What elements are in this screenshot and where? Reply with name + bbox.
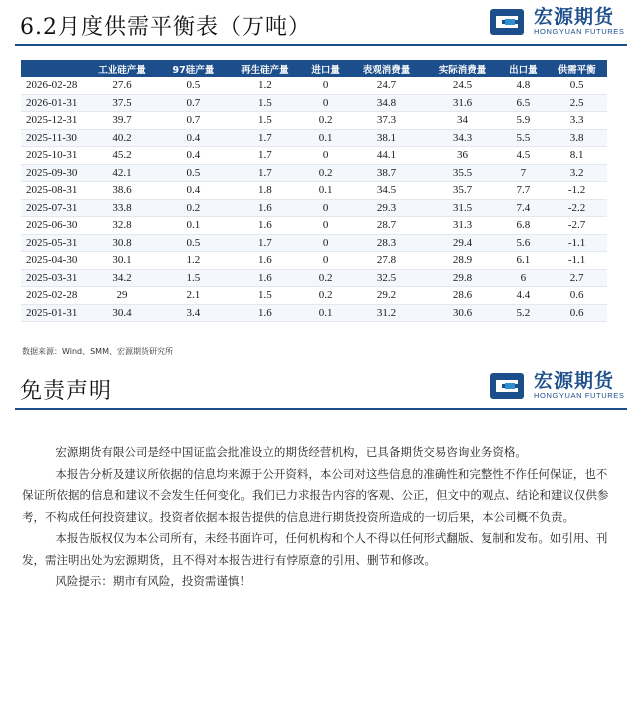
- col-header: 实际消费量: [425, 60, 501, 77]
- value-cell: 0.6: [546, 287, 607, 305]
- section-title: 6.2月度供需平衡表（万吨）: [20, 15, 311, 40]
- value-cell: 34: [425, 112, 501, 130]
- value-cell: 0: [303, 217, 349, 235]
- value-cell: 0.5: [160, 164, 227, 182]
- table-row: [21, 112, 607, 130]
- value-cell: -1.2: [546, 182, 607, 200]
- value-cell: 2.7: [546, 269, 607, 287]
- value-cell: 0.5: [160, 234, 227, 252]
- table-row: [21, 287, 607, 305]
- table-row: [21, 182, 607, 200]
- table-row: [21, 94, 607, 112]
- logo-cn-text: 宏源期货: [534, 370, 615, 392]
- date-cell: 2025-08-31: [21, 182, 84, 200]
- value-cell: 30.4: [84, 304, 160, 322]
- header-rule: [15, 44, 627, 46]
- value-cell: 1.6: [227, 304, 303, 322]
- date-cell: 2025-04-30: [21, 252, 84, 270]
- value-cell: 29: [84, 287, 160, 305]
- value-cell: 1.7: [227, 164, 303, 182]
- value-cell: 37.3: [348, 112, 424, 130]
- section-header-balance: [0, 0, 635, 50]
- risk-warning: 风险提示：期市有风险，投资需谨慎！: [55, 574, 251, 588]
- date-cell: 2025-01-31: [21, 304, 84, 322]
- value-cell: 27.8: [348, 252, 424, 270]
- value-cell: 31.2: [348, 304, 424, 322]
- value-cell: 29.3: [348, 199, 424, 217]
- value-cell: -1.1: [546, 252, 607, 270]
- value-cell: 5.9: [501, 112, 547, 130]
- col-header: [21, 60, 84, 77]
- date-cell: 2026-01-31: [21, 94, 84, 112]
- value-cell: 37.5: [84, 94, 160, 112]
- value-cell: 5.2: [501, 304, 547, 322]
- value-cell: 1.6: [227, 199, 303, 217]
- value-cell: 34.8: [348, 94, 424, 112]
- value-cell: 35.5: [425, 164, 501, 182]
- value-cell: 3.4: [160, 304, 227, 322]
- value-cell: 1.5: [160, 269, 227, 287]
- value-cell: 4.5: [501, 147, 547, 165]
- value-cell: 6.5: [501, 94, 547, 112]
- value-cell: 0.4: [160, 147, 227, 165]
- value-cell: 0.7: [160, 112, 227, 130]
- value-cell: 5.5: [501, 129, 547, 147]
- value-cell: 0.2: [303, 164, 349, 182]
- table-row: [21, 217, 607, 235]
- value-cell: 4.8: [501, 77, 547, 94]
- value-cell: 7.7: [501, 182, 547, 200]
- disclaimer-paragraph: 本报告版权仅为本公司所有，未经书面许可，任何机构和个人不得以任何形式翻版、复制和发布。如引用、刊发，需注明出处为宏源期货，且不得对本报告进行有悖原意的引用、删节和修改。: [22, 531, 608, 567]
- value-cell: 0.4: [160, 129, 227, 147]
- value-cell: 1.7: [227, 234, 303, 252]
- value-cell: 1.5: [227, 287, 303, 305]
- value-cell: 42.1: [84, 164, 160, 182]
- col-header: 97硅产量: [160, 60, 227, 77]
- value-cell: 6.8: [501, 217, 547, 235]
- value-cell: 38.6: [84, 182, 160, 200]
- value-cell: 1.8: [227, 182, 303, 200]
- value-cell: 28.9: [425, 252, 501, 270]
- value-cell: 31.3: [425, 217, 501, 235]
- table-row: [21, 269, 607, 287]
- value-cell: 1.7: [227, 129, 303, 147]
- value-cell: 1.2: [227, 77, 303, 94]
- hongyuan-logo-icon: [488, 370, 528, 402]
- value-cell: 45.2: [84, 147, 160, 165]
- date-cell: 2025-02-28: [21, 287, 84, 305]
- value-cell: 7.4: [501, 199, 547, 217]
- value-cell: 0.1: [160, 217, 227, 235]
- value-cell: 3.3: [546, 112, 607, 130]
- value-cell: 0.2: [303, 112, 349, 130]
- date-cell: 2025-07-31: [21, 199, 84, 217]
- logo-en-text: HONGYUAN FUTURES: [534, 391, 625, 400]
- value-cell: 36: [425, 147, 501, 165]
- value-cell: 1.2: [160, 252, 227, 270]
- value-cell: 32.5: [348, 269, 424, 287]
- value-cell: 1.5: [227, 94, 303, 112]
- value-cell: 28.6: [425, 287, 501, 305]
- value-cell: 0: [303, 199, 349, 217]
- table-row: [21, 147, 607, 165]
- value-cell: 29.8: [425, 269, 501, 287]
- value-cell: 0.7: [160, 94, 227, 112]
- value-cell: 34.3: [425, 129, 501, 147]
- date-cell: 2025-05-31: [21, 234, 84, 252]
- value-cell: 3.8: [546, 129, 607, 147]
- logo-en-text: HONGYUAN FUTURES: [534, 27, 625, 36]
- disclaimer-body: [22, 440, 612, 593]
- value-cell: 33.8: [84, 199, 160, 217]
- table-row: [21, 199, 607, 217]
- value-cell: 38.1: [348, 129, 424, 147]
- value-cell: 31.5: [425, 199, 501, 217]
- value-cell: 44.1: [348, 147, 424, 165]
- value-cell: 27.6: [84, 77, 160, 94]
- value-cell: 8.1: [546, 147, 607, 165]
- value-cell: 0: [303, 252, 349, 270]
- data-source-note: 数据来源：Wind、SMM、宏源期货研究所: [22, 347, 173, 356]
- value-cell: 32.8: [84, 217, 160, 235]
- date-cell: 2025-09-30: [21, 164, 84, 182]
- value-cell: 0: [303, 77, 349, 94]
- value-cell: 0.2: [303, 269, 349, 287]
- value-cell: 31.6: [425, 94, 501, 112]
- logo-cn-text: 宏源期货: [534, 6, 615, 28]
- supply-demand-table: [21, 60, 607, 322]
- table-row: [21, 77, 607, 94]
- value-cell: 0: [303, 234, 349, 252]
- table-header-row: [21, 60, 607, 77]
- value-cell: 0.4: [160, 182, 227, 200]
- value-cell: 0.1: [303, 182, 349, 200]
- table-row: [21, 234, 607, 252]
- date-cell: 2025-11-30: [21, 129, 84, 147]
- value-cell: 1.6: [227, 217, 303, 235]
- col-header: 出口量: [501, 60, 547, 77]
- value-cell: 5.6: [501, 234, 547, 252]
- company-logo: [488, 370, 624, 402]
- value-cell: 24.5: [425, 77, 501, 94]
- col-header: 进口量: [303, 60, 349, 77]
- value-cell: 3.2: [546, 164, 607, 182]
- disclaimer-paragraph: 宏源期货有限公司是经中国证监会批准设立的期货经营机构，已具备期货交易咨询业务资格。: [55, 445, 527, 459]
- value-cell: 40.2: [84, 129, 160, 147]
- value-cell: 0.1: [303, 304, 349, 322]
- section-header-disclaimer: [0, 366, 635, 416]
- value-cell: 1.7: [227, 147, 303, 165]
- col-header: 供需平衡: [546, 60, 607, 77]
- col-header: 表观消费量: [348, 60, 424, 77]
- date-cell: 2025-10-31: [21, 147, 84, 165]
- value-cell: 0.5: [160, 77, 227, 94]
- value-cell: 29.2: [348, 287, 424, 305]
- value-cell: 2.1: [160, 287, 227, 305]
- disclaimer-title: 免责声明: [20, 379, 113, 404]
- date-cell: 2025-12-31: [21, 112, 84, 130]
- value-cell: 34.5: [348, 182, 424, 200]
- value-cell: 7: [501, 164, 547, 182]
- value-cell: 24.7: [348, 77, 424, 94]
- table-row: [21, 129, 607, 147]
- table-row: [21, 164, 607, 182]
- date-cell: 2025-03-31: [21, 269, 84, 287]
- value-cell: 29.4: [425, 234, 501, 252]
- value-cell: 0.1: [303, 129, 349, 147]
- header-rule: [15, 408, 627, 410]
- value-cell: 39.7: [84, 112, 160, 130]
- value-cell: 30.1: [84, 252, 160, 270]
- value-cell: 30.8: [84, 234, 160, 252]
- hongyuan-logo-icon: [488, 6, 528, 38]
- date-cell: 2025-06-30: [21, 217, 84, 235]
- value-cell: 0.2: [303, 287, 349, 305]
- value-cell: -2.2: [546, 199, 607, 217]
- value-cell: 35.7: [425, 182, 501, 200]
- value-cell: 0: [303, 94, 349, 112]
- value-cell: 0.5: [546, 77, 607, 94]
- disclaimer-paragraph: 本报告分析及建议所依据的信息均来源于公开资料，本公司对这些信息的准确性和完整性不作任何保证，也不保证所依据的信息和建议不会发生任何变化。我们已力求报告内容的客观、公正，但文中的观点、结论和建议仅供参考，不构成任何投资建议。投资者依据本报告提供的信息进行期货投资所造成的一切后果，本公司概不负责。: [22, 466, 609, 524]
- value-cell: 2.5: [546, 94, 607, 112]
- value-cell: 1.5: [227, 112, 303, 130]
- value-cell: 0.6: [546, 304, 607, 322]
- value-cell: 0: [303, 147, 349, 165]
- value-cell: 30.6: [425, 304, 501, 322]
- value-cell: 38.7: [348, 164, 424, 182]
- value-cell: 28.7: [348, 217, 424, 235]
- table-row: [21, 252, 607, 270]
- table-row: [21, 304, 607, 322]
- value-cell: 1.6: [227, 252, 303, 270]
- col-header: 再生硅产量: [227, 60, 303, 77]
- value-cell: -1.1: [546, 234, 607, 252]
- company-logo: [488, 6, 624, 38]
- value-cell: 4.4: [501, 287, 547, 305]
- value-cell: 6: [501, 269, 547, 287]
- col-header: 工业硅产量: [84, 60, 160, 77]
- value-cell: 1.6: [227, 269, 303, 287]
- value-cell: 34.2: [84, 269, 160, 287]
- value-cell: -2.7: [546, 217, 607, 235]
- date-cell: 2026-02-28: [21, 77, 84, 94]
- value-cell: 0.2: [160, 199, 227, 217]
- value-cell: 6.1: [501, 252, 547, 270]
- value-cell: 28.3: [348, 234, 424, 252]
